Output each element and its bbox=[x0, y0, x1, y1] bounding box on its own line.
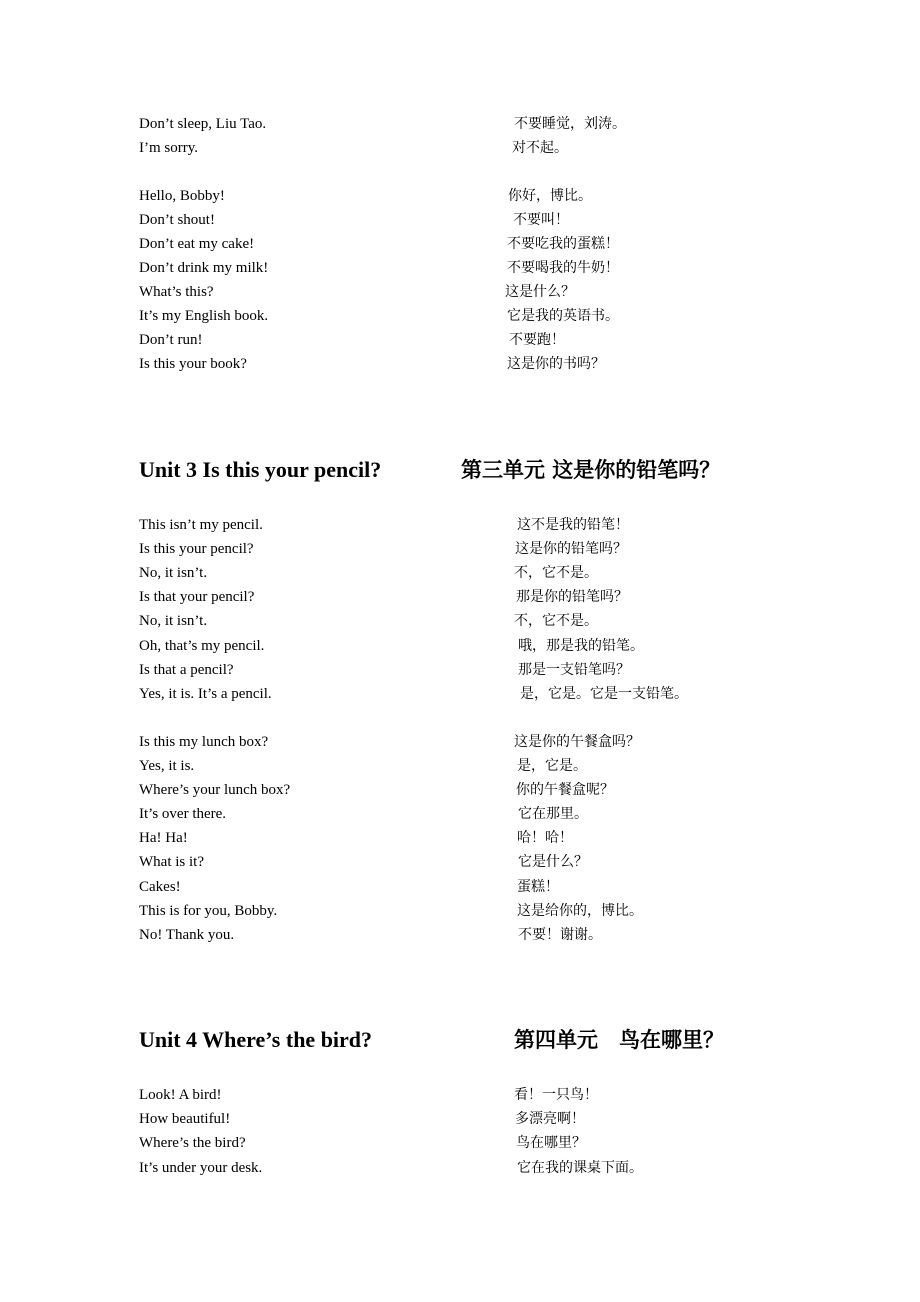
chinese-text: 是，它是。它是一支铅笔。 bbox=[520, 686, 688, 702]
english-text: It’s under your desk. bbox=[139, 1160, 263, 1176]
chinese-text: 它在那里。 bbox=[518, 806, 588, 822]
dialogue-line bbox=[0, 136, 920, 160]
dialogue-line bbox=[0, 280, 920, 304]
english-text: Is this your book? bbox=[139, 356, 247, 372]
unit-4-heading bbox=[0, 1023, 920, 1057]
chinese-text: 这是你的午餐盒吗？ bbox=[514, 734, 640, 750]
dialogue-line bbox=[0, 208, 920, 232]
dialogue-line bbox=[0, 609, 920, 633]
english-text: Don’t drink my milk! bbox=[139, 260, 269, 276]
dialogue-line bbox=[0, 585, 920, 609]
chinese-text: 是，它是。 bbox=[517, 758, 587, 774]
english-text: Where’s the bird? bbox=[139, 1135, 246, 1151]
english-text: What is it? bbox=[139, 854, 204, 870]
unit-3-title-zh: 第三单元 这是你的铅笔吗？ bbox=[461, 458, 721, 482]
dialogue-line bbox=[0, 754, 920, 778]
chinese-text: 不，它不是。 bbox=[514, 613, 598, 629]
dialogue-line bbox=[0, 658, 920, 682]
dialogue-line bbox=[0, 537, 920, 561]
english-text: Yes, it is. It’s a pencil. bbox=[139, 686, 272, 702]
english-text: Is that a pencil? bbox=[139, 662, 234, 678]
dialogue-line bbox=[0, 352, 920, 376]
english-text: Don’t run! bbox=[139, 332, 203, 348]
chinese-text: 那是一支铅笔吗？ bbox=[518, 662, 630, 678]
dialogue-line bbox=[0, 513, 920, 537]
dialogue-line bbox=[0, 923, 920, 947]
english-text: Don’t sleep, Liu Tao. bbox=[139, 116, 267, 132]
chinese-text: 它是什么？ bbox=[518, 854, 588, 870]
dialogue-line bbox=[0, 802, 920, 826]
dialogue-line bbox=[0, 1156, 920, 1180]
chinese-text: 不要叫！ bbox=[513, 212, 569, 228]
english-text: Oh, that’s my pencil. bbox=[139, 638, 265, 654]
english-text: No, it isn’t. bbox=[139, 613, 208, 629]
chinese-text: 它是我的英语书。 bbox=[507, 308, 619, 324]
chinese-text: 不要喝我的牛奶！ bbox=[507, 260, 619, 276]
dialogue-line bbox=[0, 634, 920, 658]
dialogue-line bbox=[0, 778, 920, 802]
english-text: Don’t shout! bbox=[139, 212, 215, 228]
chinese-text: 这是你的书吗？ bbox=[507, 356, 605, 372]
unit-4-title-zh: 第四单元 鸟在哪里？ bbox=[514, 1028, 724, 1052]
english-text: Don’t eat my cake! bbox=[139, 236, 255, 252]
chinese-text: 不要睡觉，刘涛。 bbox=[514, 116, 626, 132]
dialogue-line bbox=[0, 112, 920, 136]
unit-3-title-en: Unit 3 Is this your pencil? bbox=[139, 457, 382, 482]
chinese-text: 这是什么？ bbox=[505, 284, 575, 300]
english-text: How beautiful! bbox=[139, 1111, 231, 1127]
dialogue-line bbox=[0, 826, 920, 850]
english-text: This isn’t my pencil. bbox=[139, 517, 263, 533]
english-text: No, it isn’t. bbox=[139, 565, 208, 581]
chinese-text: 你好，博比。 bbox=[508, 188, 592, 204]
english-text: No! Thank you. bbox=[139, 927, 235, 943]
dialogue-line bbox=[0, 1131, 920, 1155]
english-text: Cakes! bbox=[139, 879, 181, 895]
dialogue-line bbox=[0, 1107, 920, 1131]
english-text: Is this my lunch box? bbox=[139, 734, 269, 750]
dialogue-line bbox=[0, 730, 920, 754]
english-text: Hello, Bobby! bbox=[139, 188, 225, 204]
dialogue-line bbox=[0, 682, 920, 706]
dialogue-line bbox=[0, 232, 920, 256]
chinese-text: 哦，那是我的铅笔。 bbox=[518, 638, 644, 654]
dialogue-line bbox=[0, 304, 920, 328]
chinese-text: 不要跑！ bbox=[509, 332, 565, 348]
english-text: I’m sorry. bbox=[139, 140, 199, 156]
dialogue-line bbox=[0, 875, 920, 899]
english-text: Where’s your lunch box? bbox=[139, 782, 291, 798]
chinese-text: 不，它不是。 bbox=[514, 565, 598, 581]
english-text: Is that your pencil? bbox=[139, 589, 255, 605]
chinese-text: 不要！谢谢。 bbox=[518, 927, 602, 943]
dialogue-line bbox=[0, 256, 920, 280]
chinese-text: 你的午餐盒呢？ bbox=[516, 782, 614, 798]
chinese-text: 对不起。 bbox=[512, 140, 568, 156]
english-text: Look! A bird! bbox=[139, 1087, 222, 1103]
chinese-text: 看！一只鸟！ bbox=[514, 1087, 598, 1103]
chinese-text: 那是你的铅笔吗？ bbox=[516, 589, 628, 605]
unit-3-heading bbox=[0, 453, 920, 487]
english-text: What’s this? bbox=[139, 284, 214, 300]
unit-4-title-en: Unit 4 Where’s the bird? bbox=[139, 1027, 373, 1052]
dialogue-line bbox=[0, 561, 920, 585]
chinese-text: 这是给你的，博比。 bbox=[517, 903, 643, 919]
english-text: Yes, it is. bbox=[139, 758, 195, 774]
chinese-text: 这是你的铅笔吗？ bbox=[515, 541, 627, 557]
chinese-text: 不要吃我的蛋糕！ bbox=[507, 236, 619, 252]
chinese-text: 哈！哈！ bbox=[517, 830, 573, 846]
chinese-text: 多漂亮啊！ bbox=[515, 1111, 585, 1127]
dialogue-line bbox=[0, 899, 920, 923]
chinese-text: 它在我的课桌下面。 bbox=[517, 1160, 643, 1176]
english-text: Is this your pencil? bbox=[139, 541, 254, 557]
english-text: It’s over there. bbox=[139, 806, 227, 822]
dialogue-line bbox=[0, 184, 920, 208]
english-text: Ha! Ha! bbox=[139, 830, 188, 846]
english-text: This is for you, Bobby. bbox=[139, 903, 278, 919]
dialogue-line bbox=[0, 1083, 920, 1107]
chinese-text: 鸟在哪里？ bbox=[516, 1135, 586, 1151]
dialogue-line bbox=[0, 328, 920, 352]
english-text: It’s my English book. bbox=[139, 308, 269, 324]
dialogue-line bbox=[0, 850, 920, 874]
chinese-text: 蛋糕！ bbox=[517, 879, 559, 895]
chinese-text: 这不是我的铅笔！ bbox=[517, 517, 629, 533]
